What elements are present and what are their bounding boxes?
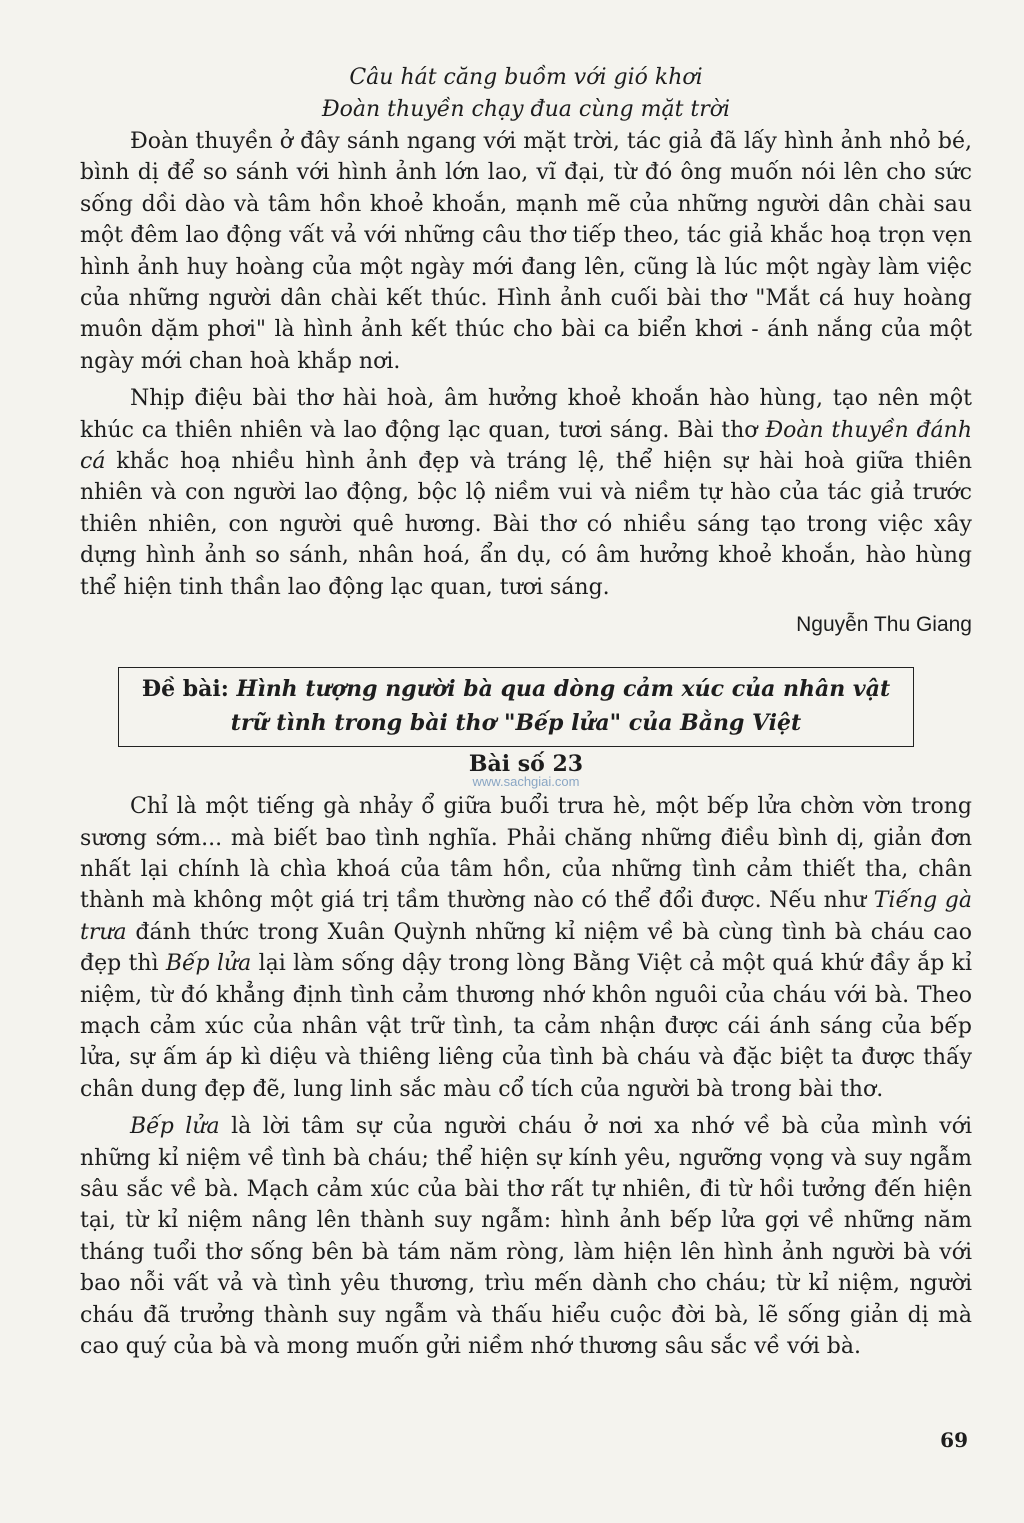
body-paragraph [80,1111,972,1362]
assignment-title: Hình tượng người bà qua dòng cảm xúc của nhân vật [236,676,891,703]
assignment-title: trữ tình trong bài thơ "Bếp lửa" của Bằng Việt [230,710,802,737]
watermark: www.sachgiai.com [472,774,580,790]
poem-title: Bếp lửa [130,1114,220,1140]
poem-title: Đoàn thuyền đánh cá [80,417,972,475]
poem-excerpt [80,62,972,126]
assignment-label: Đề bài: [141,676,229,703]
paragraph-text: Nhịp điệu bài thơ hài hoà, âm hưởng khoẻ khoắn hào hùng, tạo nên một khúc ca thiên nhiên và lao động lạc quan, tươi sáng. Bài thơ [80,386,972,443]
body-paragraph: Đoàn thuyền ở đây sánh ngang với mặt trời, tác giả đã lấy hình ảnh nhỏ bé, bình dị để so sánh với hình ảnh lớn lao, vĩ đại, từ đó ông muốn nói lên cho sức sống dồi dào và tâm hồn khoẻ khoắn, mạnh mẽ của những người dân chài sau một đêm lao động vất vả với những câu thơ tiếp theo, tác giả khắc hoạ trọn vẹn hình ảnh huy hoàng của một ngày mới đang lên, cũng là lúc một ngày làm việc của những người dân chài kết thúc. Hình ảnh cuối bài thơ "Mắt cá huy hoàng muôn dặm phơi" là hình ảnh kết thúc cho bài ca biển khơi - ánh nắng của một ngày mới chan hoà khắp nơi. [80,129,972,374]
poem-title: Tiếng gà trưa [80,888,972,945]
paragraph-text: là lời tâm sự của người cháu ở nơi xa nhớ về bà của mình với những kỉ niệm về tình bà cháu; thể hiện sự kính yêu, ngưỡng vọng và suy ngẫm sâu sắc về bà. Mạch cảm xúc của bài thơ rất tự nhiên, đi từ hồi tưởng đến hiện tại, từ kỉ niệm nâng lên thành suy ngẫm: hình ảnh bếp lửa gợi về những năm tháng tuổi thơ sống bên bà tám năm ròng, làm hiện lên hình ảnh người bà với bao nỗi vất vả và tình yêu thương, trìu mến dành cho cháu; từ kỉ niệm, người cháu đã trưởng thành suy ngẫm và thấu hiểu cuộc đời bà, lẽ sống giản dị mà cao quý của bà và mong muốn gửi niềm nhớ thương sâu sắc về với bà. [80,1114,972,1359]
poem-title: Bếp lửa [165,951,252,977]
page-number: 69 [940,1428,968,1452]
author-name: Nguyễn Thu Giang [796,613,972,637]
verse-line: Đoàn thuyền chạy đua cùng mặt trời [321,97,731,122]
assignment-title-box [118,667,914,747]
paragraph-text: Chỉ là một tiếng gà nhảy ổ giữa buổi trưa hè, một bếp lửa chờn vờn trong sương sớm... mà biết bao tình nghĩa. Phải chăng những điều bình dị, giản đơn nhất lại chính là chìa khoá của tâm hồn, của những tình cảm thiết tha, chân thành mà không một giá trị tầm thường nào có thể đổi được. Nếu như [80,794,972,914]
verse-line: Câu hát căng buồm với gió khơi [349,65,703,90]
body-paragraph [80,791,972,1105]
paragraph-text: khắc hoạ nhiều hình ảnh đẹp và tráng lệ, thể hiện sự hài hoà giữa thiên nhiên và con người lao động, bộc lộ niềm vui và niềm tự hào của tác giả trước thiên nhiên, con người quê hương. Bài thơ có nhiều sáng tạo trong việc xây dựng hình ảnh so sánh, nhân hoá, ẩn dụ, có âm hưởng khoẻ khoắn, hào hùng thể hiện tinh thần lao động lạc quan, tươi sáng. [80,449,972,600]
paragraph-text: lại làm sống dậy trong lòng Bằng Việt cả một quá khứ đầy ắp kỉ niệm, từ đó khẳng định tình cảm thương nhớ khôn nguôi của cháu với bà. Theo mạch cảm xúc của nhân vật trữ tình, ta cảm nhận được cái ánh sáng của bếp lửa, sự ấm áp kì diệu và thiêng liêng của tình bà cháu và đặc biệt ta được thấy chân dung đẹp đẽ, lung linh sắc màu cổ tích của người bà trong bài thơ. [80,951,973,1102]
essay-number: Bài số 23 [468,751,584,778]
body-paragraph [80,383,972,603]
paragraph-text: đánh thức trong Xuân Quỳnh những kỉ niệm về bà cùng tình bà cháu cao đẹp thì [80,919,972,977]
